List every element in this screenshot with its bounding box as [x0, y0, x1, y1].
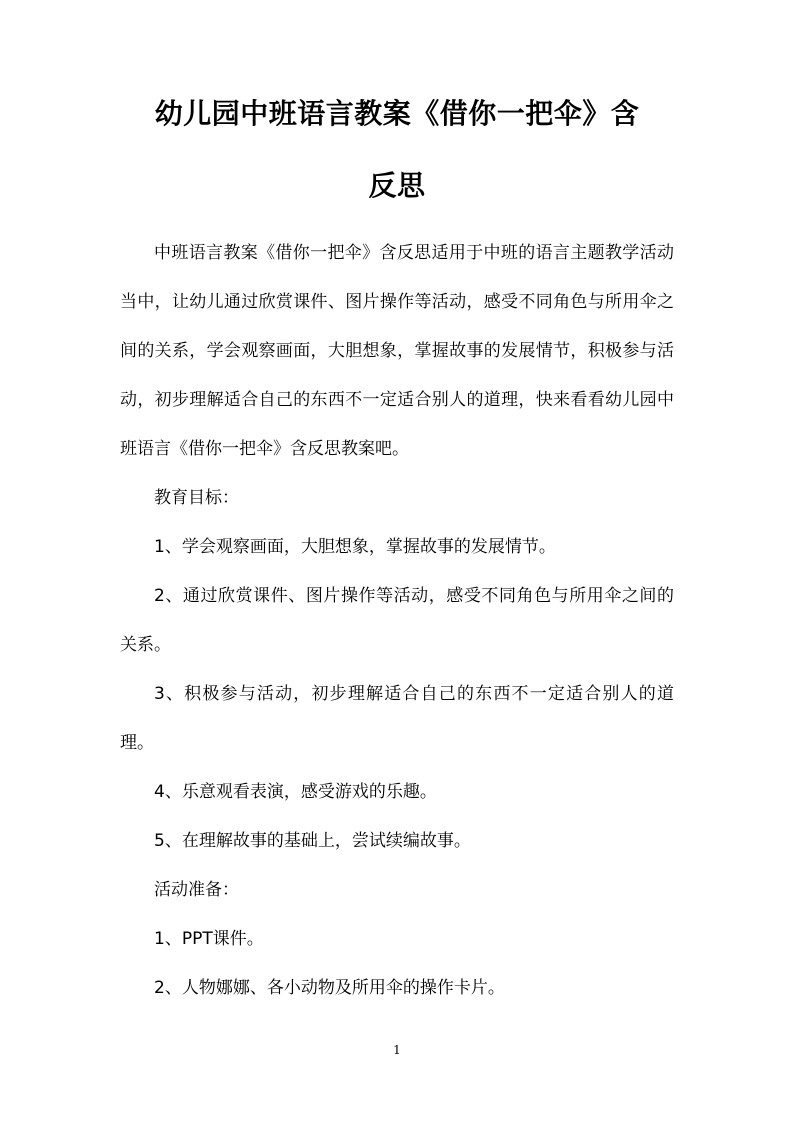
goals-heading: 教育目标： [154, 488, 239, 508]
page-number: 1 [393, 1043, 401, 1057]
document-title-line2: 反思 [368, 169, 426, 202]
prep-heading: 活动准备： [154, 880, 239, 900]
goal-item-4: 4、乐意观看表演，感受游戏的乐趣。 [154, 782, 437, 802]
prep-item-2: 2、人物娜娜、各小动物及所用伞的操作卡片。 [154, 978, 505, 998]
prep-item-1: 1、PPT课件。 [154, 929, 264, 949]
goal-item-5: 5、在理解故事的基础上，尝试续编故事。 [154, 831, 471, 851]
document-title-line1: 幼儿园中班语言教案《借你一把伞》含 [154, 97, 640, 130]
goal-item-3: 3、积极参与活动，初步理解适合自己的东西不一定适合别人的道理。 [120, 684, 674, 753]
goal-item-1: 1、学会观察画面，大胆想象，掌握故事的发展情节。 [154, 537, 556, 557]
goal-item-2: 2、通过欣赏课件、图片操作等活动，感受不同角色与所用伞之间的关系。 [120, 586, 674, 655]
intro-paragraph: 中班语言教案《借你一把伞》含反思适用于中班的语言主题教学活动当中，让幼儿通过欣赏课件、图片操作等活动，感受不同角色与所用伞之间的关系，学会观察画面，大胆想象，掌握故事的发展情节，积极参与活动，初步理解适合自己的东西不一定适合别人的道理，快来看看幼儿园中班语言《借你一把伞》含反思教案吧。 [120, 243, 674, 459]
